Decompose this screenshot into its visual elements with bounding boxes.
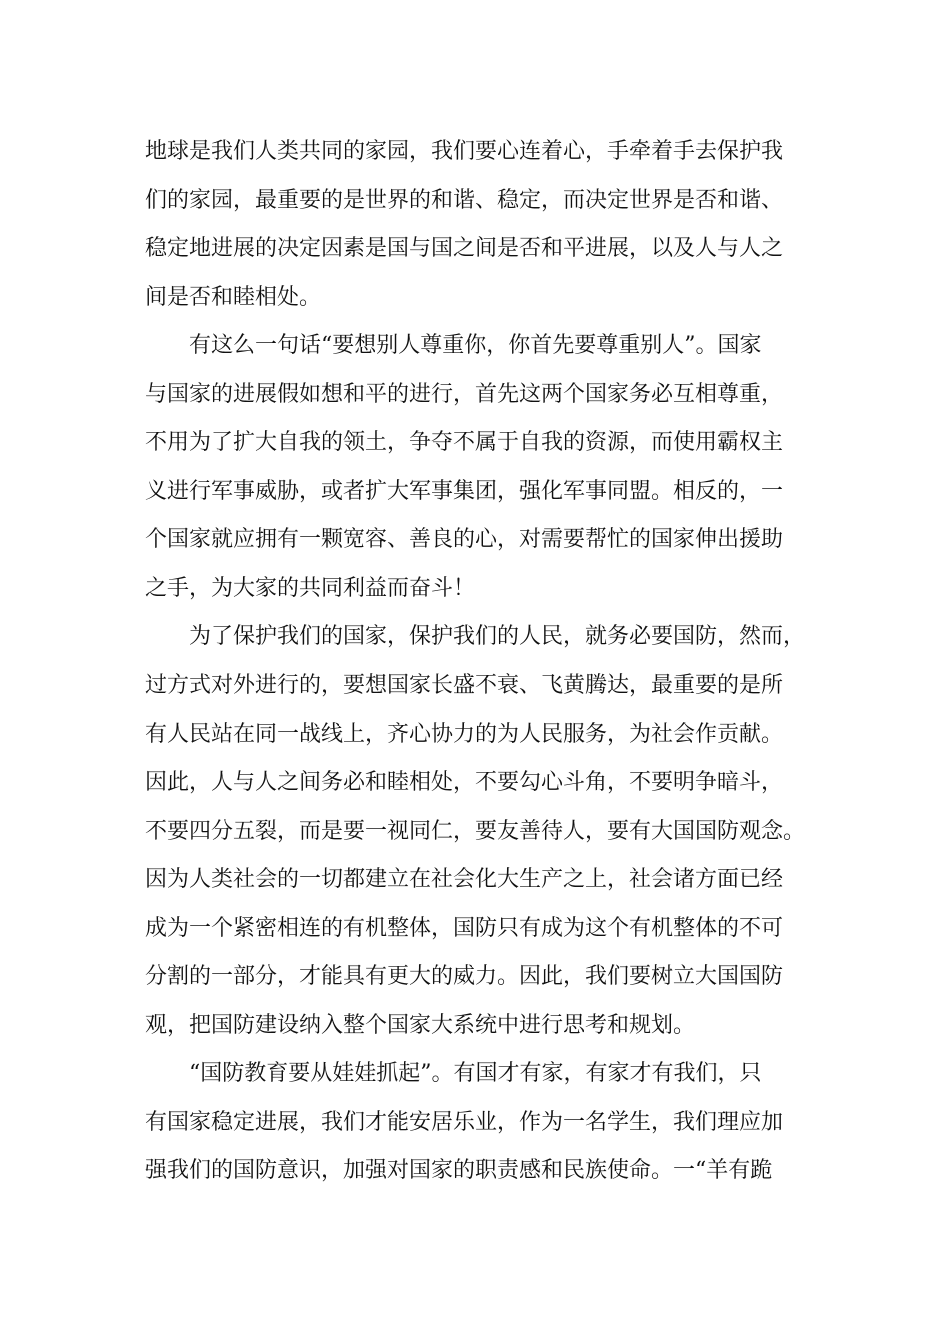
text-line: 们的家园，最重要的是世界的和谐、稳定，而决定世界是否和谐、 [145,187,784,213]
text-line: 稳定地进展的决定因素是国与国之间是否和平进展，以及人与人之 [145,236,784,262]
text-line: 有国家稳定进展，我们才能安居乐业，作为一名学生，我们理应加 [145,1109,784,1135]
text-line: 有人民站在同一战线上，齐心协力的为人民服务，为社会作贡献。 [145,721,784,747]
text-line: 因为人类社会的一切都建立在社会化大生产之上，社会诸方面已经 [145,867,784,893]
text-line: 地球是我们人类共同的家园，我们要心连着心，手牵着手去保护我 [145,139,784,164]
text-line: 个国家就应拥有一颗宽容、善良的心，对需要帮忙的国家伸出援助 [145,527,784,553]
text-line: 不要四分五裂，而是要一视同仁，要友善待人，要有大国国防观念。 [145,818,806,844]
text-line: 过方式对外进行的，要想国家长盛不衰、飞黄腾达，最重要的是所 [145,673,784,699]
text-line: 强我们的国防意识，加强对国家的职责感和民族使命。一“羊有跪 [145,1158,773,1184]
text-line: 为了保护我们的国家，保护我们的人民，就务必要国防，然而， [145,624,806,650]
text-line: 之手，为大家的共同利益而奋斗！ [145,575,476,601]
text-line: “国防教育要从娃娃抓起”。有国才有家，有家才有我们，只 [145,1061,762,1087]
text-line: 与国家的进展假如想和平的进行，首先这两个国家务必互相尊重， [145,381,784,407]
text-line: 不用为了扩大自我的领土，争夺不属于自我的资源，而使用霸权主 [145,430,784,456]
text-line: 观，把国防建设纳入整个国家大系统中进行思考和规划。 [145,1012,696,1038]
text-line: 义进行军事威胁，或者扩大军事集团，强化军事同盟。相反的，一 [145,478,784,504]
document-body [145,128,825,1196]
text-line: 因此，人与人之间务必和睦相处，不要勾心斗角，不要明争暗斗， [145,770,784,796]
text-line: 分割的一部分，才能具有更大的威力。因此，我们要树立大国国防 [145,964,784,990]
text-line: 成为一个紧密相连的有机整体，国防只有成为这个有机整体的不可 [145,915,784,941]
text-line: 有这么一句话“要想别人尊重你，你首先要尊重别人”。国家 [145,333,762,359]
text-line: 间是否和睦相处。 [145,284,322,310]
